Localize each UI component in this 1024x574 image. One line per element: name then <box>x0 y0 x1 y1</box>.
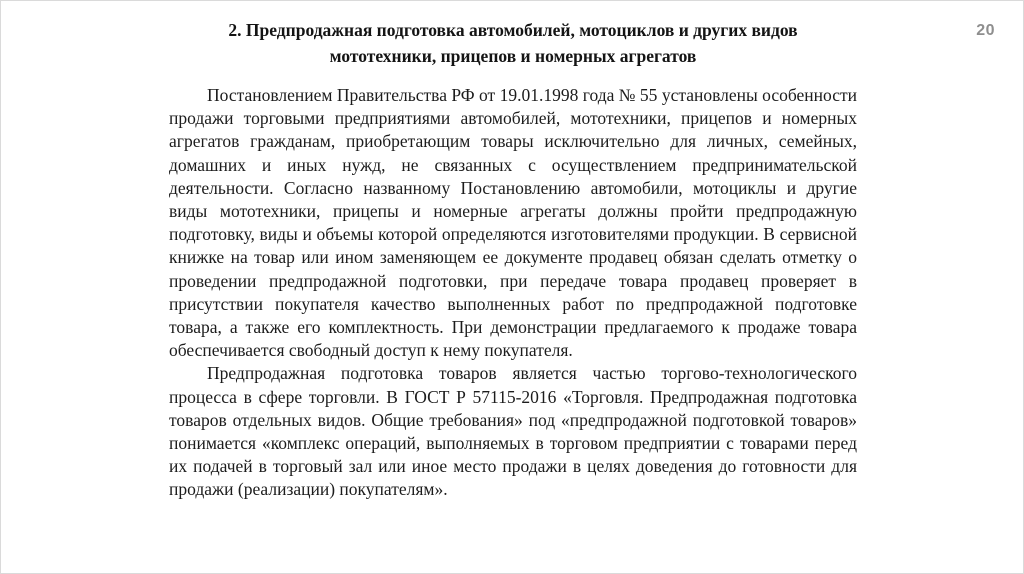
slide-body <box>169 84 857 502</box>
slide-title: 2. Предпродажная подготовка автомобилей, мотоциклов и других видов мототехники, прицепов и номерных агрегатов <box>228 20 798 66</box>
paragraph-gost-definition: Предпродажная подготовка товаров является частью торгово-технологического процесса в сфере торговли. В ГОСТ Р 57115-2016 «Торговля. Предпродажная подготовка товаров отдельных видов. Общие требования» под «предпродажной подготовкой товаров» понимается «комплекс операций, выполняемых в торговом предприятии с товарами перед их подачей в торговый зал или иное место продажи в целях доведения до готовности для продажи (реализации) покупателям». <box>169 363 857 500</box>
paragraph-regulation-55: Постановлением Правительства РФ от 19.01.1998 года № 55 установлены особенности продажи торговыми предприятиями автомобилей, мототехники, прицепов и номерных агрегатов гражданам, приобретающим товары исключительно для личных, семейных, домашних и иных нужд, не связанных с осуществлением предпринимательской деятельности. Согласно названному Постановлению автомобили, мотоциклы и другие виды мототехники, прицепы и номерные агрегаты должны пройти предпродажную подготовку, виды и объемы которой определяются изготовителями продукции. В сервисной книжке на товар или ином заменяющем ее документе продавец обязан сделать отметку о проведении предпродажной подготовки, при передаче товара продавец проверяет в присутствии покупателя качество выполненных работ по предпродажной подготовке товара, а также его комплектность. При демонстрации предлагаемого к продаже товара обеспечивается свободный доступ к нему покупателя. <box>169 85 857 361</box>
slide-content <box>169 17 857 502</box>
slide-page-number: 20 <box>976 22 995 39</box>
